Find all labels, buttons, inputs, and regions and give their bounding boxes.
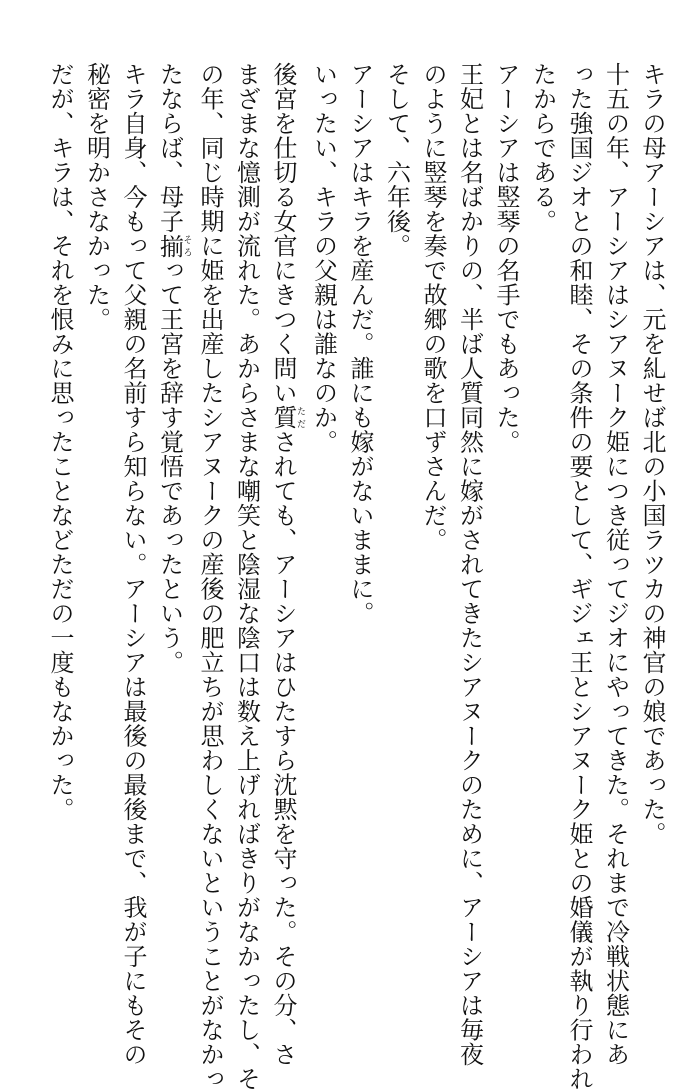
text-line: たからである。 <box>528 62 557 234</box>
text-line: 後宮を仕切る女官にきつく問い質ただされても、アーシアはひたすら沈黙を守った。その分、さ <box>269 62 305 1067</box>
text-line: まざまな憶測が流れた。あからさまな嘲笑と陰湿な陰口は数え上げればきりがなかったし、そ <box>232 62 261 1091</box>
vertical-text-block <box>42 62 671 1091</box>
text-line: たならば、母子揃そろって王宮を辞す覚悟であったという。 <box>155 62 192 675</box>
ruby-annotation: 質ただ <box>269 405 305 430</box>
text-line: った強国ジオとの和睦、その条件の要として、ギジェ王とシアヌーク姫との婚儀が執り行われ <box>565 62 593 1091</box>
text-line: キラの母アーシアは、元を糺せば北の小国ラツカの神官の娘であった。 <box>638 62 666 846</box>
text-line: 十五の年、アーシアはシアヌーク姫につき従ってジオにやってきた。それまで冷戦状態にあ <box>601 62 630 1067</box>
text-line: アーシアは竪琴の名手でもあった。 <box>492 62 520 454</box>
text-line: 王妃とは名ばかりの、半ば人質同然に嫁がされてきたシアヌークのために、アーシアは毎夜 <box>455 62 484 1067</box>
text-line: の年、同じ時期に姫を出産したシアヌークの産後の肥立ちが思わしくないということがなかっ <box>196 62 224 1091</box>
text-line: 秘密を明かさなかった。 <box>82 62 111 332</box>
text-line: だが、キラは、それを恨みに思ったことなどただの一度もなかった。 <box>46 62 74 822</box>
text-line: いったい、キラの父親は誰なのか。 <box>309 62 338 454</box>
text-line: キラ自身、今もって父親の名前すら知らない。アーシアは最後の最後まで、我が子にもその <box>119 62 147 1067</box>
ruby-annotation: 揃そろ <box>155 233 192 258</box>
text-line: アーシアはキラを産んだ。誰にも嫁がないままに。 <box>346 62 374 626</box>
text-line: のように竪琴を奏で故郷の歌を口ずさんだ。 <box>419 62 447 552</box>
text-line: そして、六年後。 <box>382 62 411 258</box>
